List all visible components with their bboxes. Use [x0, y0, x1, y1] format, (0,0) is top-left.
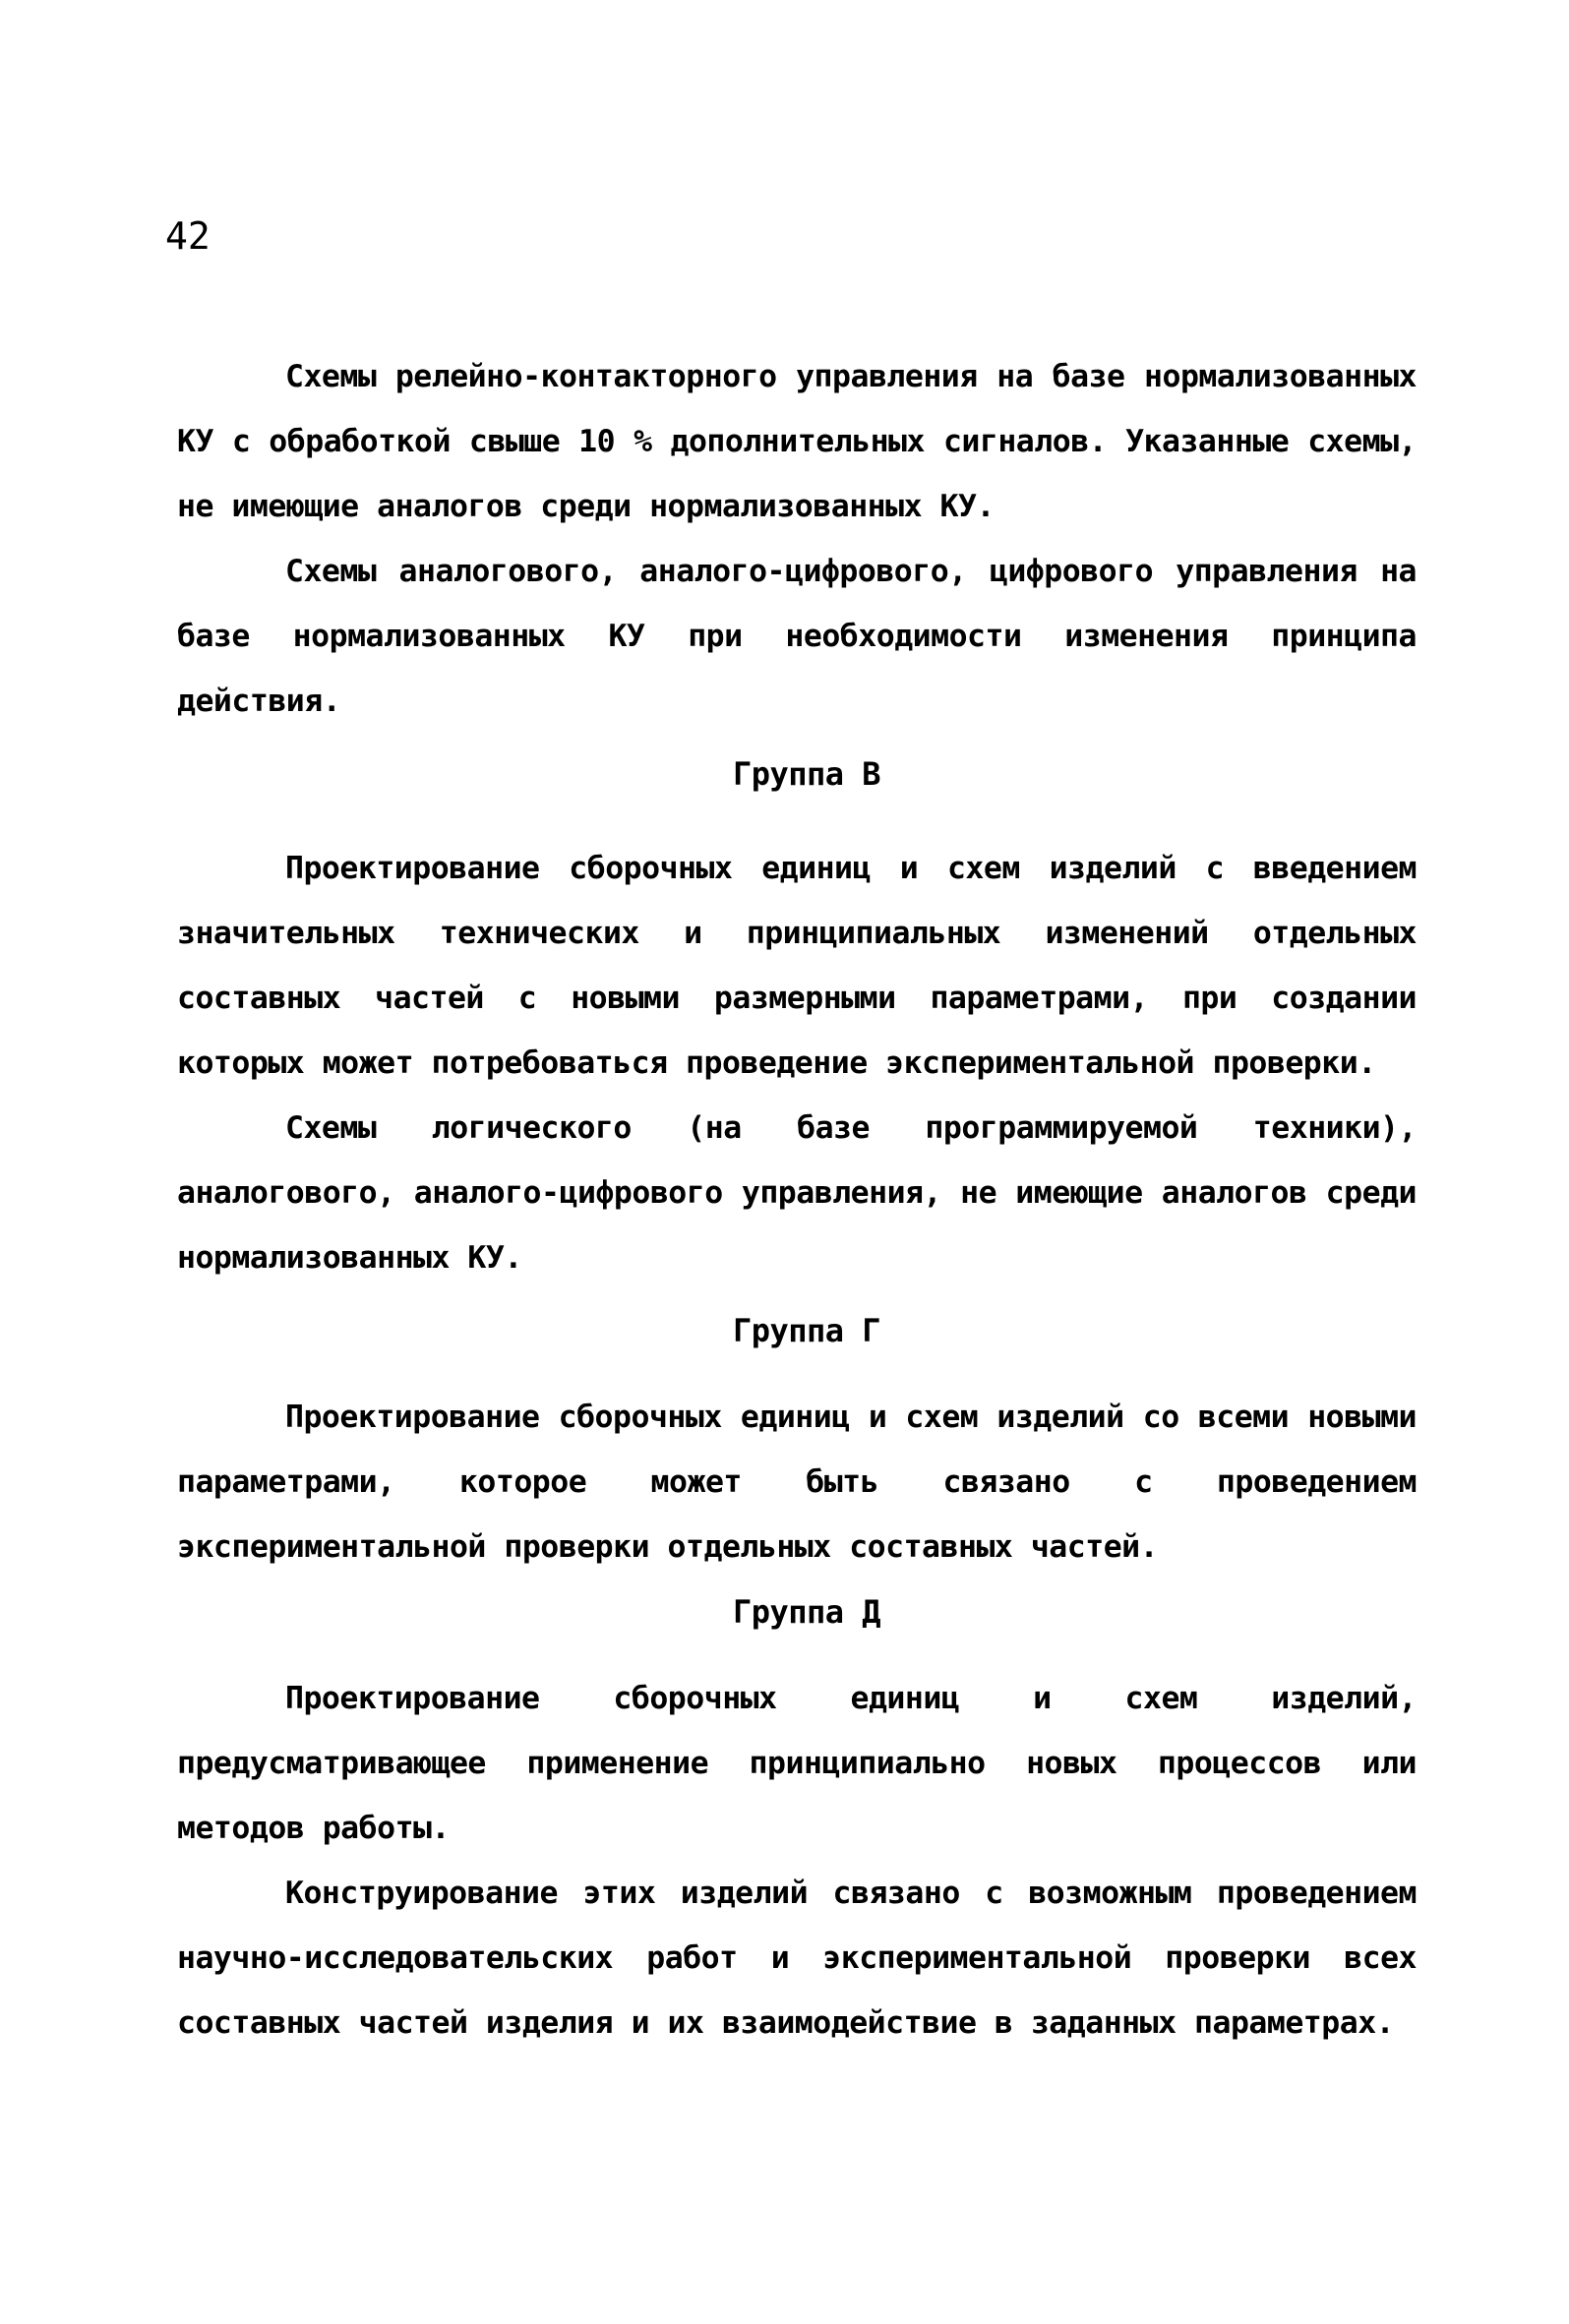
document-body	[177, 344, 1417, 2056]
paragraph-logic-schemes: Схемы логического (на базе программируемой техники), аналогового, аналого-цифрового управления, не имеющие аналогов среди нормализованных КУ.	[177, 1110, 1417, 1276]
paragraph-analog-schemes: Схемы аналогового, аналого-цифрового, цифрового управления на базе нормализованных КУ при необходимости изменения принципа действия.	[177, 554, 1417, 719]
heading-group-v: Группа В	[732, 755, 881, 793]
paragraph-construction: Конструирование этих изделий связано с возможным проведением научно-исследовательских работ и экспериментальной проверки всех составных частей изделия и их взаимодействие в заданных параметрах.	[177, 1876, 1417, 2041]
page-number: 42	[165, 214, 211, 258]
paragraph-group-d-design: Проектирование сборочных единиц и схем изделий, предусматривающее применение принципиально новых процессов или методов работы.	[177, 1681, 1417, 1846]
paragraph-group-g-design: Проектирование сборочных единиц и схем изделий со всеми новыми параметрами, которое может быть связано с проведением экспериментальной проверки отдельных составных частей.	[177, 1400, 1417, 1565]
heading-group-g: Группа Г	[732, 1312, 881, 1349]
paragraph-relay-schemes: Схемы релейно-контакторного управления на базе нормализованных КУ с обработкой свыше 10 % дополнительных сигналов. Указанные схемы, не имеющие аналогов среди нормализованных КУ.	[177, 359, 1417, 524]
paragraph-group-v-design: Проектирование сборочных единиц и схем изделий с введением значительных технических и принципиальных изменений отдельных составных частей с новыми размерными параметрами, при создании которых может потребоваться проведение экспериментальной проверки.	[177, 851, 1417, 1081]
heading-group-d: Группа Д	[732, 1593, 881, 1631]
